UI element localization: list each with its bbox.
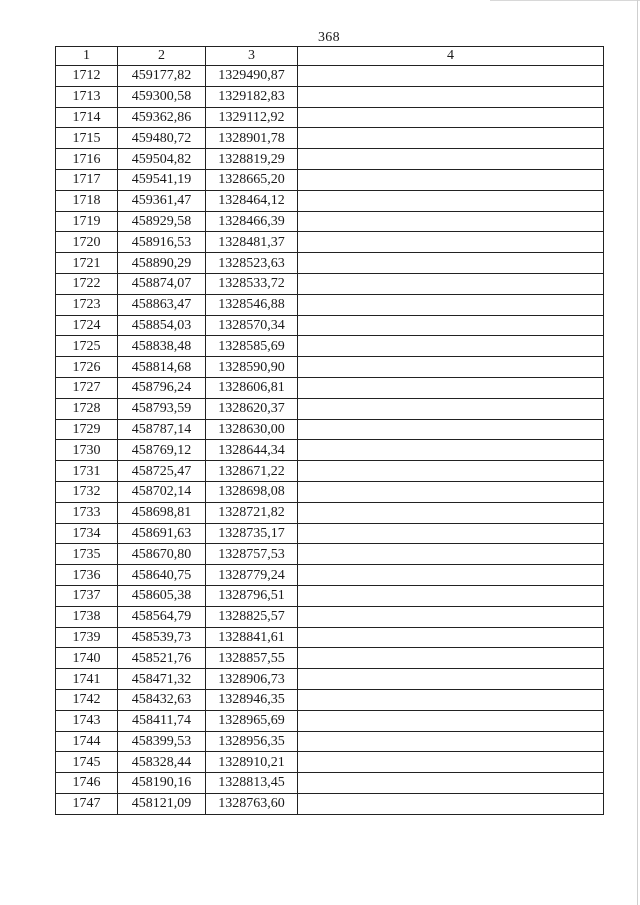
note-cell [298, 648, 604, 669]
x-coordinate-cell: 458702,14 [118, 481, 206, 502]
note-cell [298, 377, 604, 398]
note-cell [298, 585, 604, 606]
table-row [56, 440, 604, 461]
note-cell [298, 565, 604, 586]
y-coordinate-cell: 1328910,21 [206, 752, 298, 773]
note-cell [298, 273, 604, 294]
table-row [56, 190, 604, 211]
note-cell [298, 481, 604, 502]
y-coordinate-cell: 1328757,53 [206, 544, 298, 565]
note-cell [298, 752, 604, 773]
note-cell [298, 107, 604, 128]
point-number-cell: 1745 [56, 752, 118, 773]
note-cell [298, 86, 604, 107]
y-coordinate-cell: 1328819,29 [206, 149, 298, 170]
x-coordinate-cell: 458432,63 [118, 689, 206, 710]
page-number: 368 [318, 30, 340, 45]
table-row [56, 253, 604, 274]
table-row [56, 523, 604, 544]
y-coordinate-cell: 1328590,90 [206, 357, 298, 378]
table-row [56, 793, 604, 814]
note-cell [298, 169, 604, 190]
point-number-cell: 1742 [56, 689, 118, 710]
x-coordinate-cell: 458399,53 [118, 731, 206, 752]
column-header-3: 3 [206, 47, 298, 66]
y-coordinate-cell: 1328813,45 [206, 773, 298, 794]
point-number-cell: 1729 [56, 419, 118, 440]
y-coordinate-cell: 1328585,69 [206, 336, 298, 357]
point-number-cell: 1746 [56, 773, 118, 794]
table-row [56, 294, 604, 315]
x-coordinate-cell: 458854,03 [118, 315, 206, 336]
x-coordinate-cell: 458863,47 [118, 294, 206, 315]
point-number-cell: 1737 [56, 585, 118, 606]
page-edge-top [490, 0, 640, 1]
table-row [56, 107, 604, 128]
note-cell [298, 502, 604, 523]
note-cell [298, 315, 604, 336]
table-row [56, 565, 604, 586]
x-coordinate-cell: 458190,16 [118, 773, 206, 794]
table-row [56, 502, 604, 523]
point-number-cell: 1740 [56, 648, 118, 669]
point-number-cell: 1747 [56, 793, 118, 814]
point-number-cell: 1724 [56, 315, 118, 336]
table-row [56, 86, 604, 107]
note-cell [298, 793, 604, 814]
y-coordinate-cell: 1328481,37 [206, 232, 298, 253]
table-row [56, 211, 604, 232]
y-coordinate-cell: 1328779,24 [206, 565, 298, 586]
note-cell [298, 294, 604, 315]
point-number-cell: 1738 [56, 606, 118, 627]
note-cell [298, 627, 604, 648]
x-coordinate-cell: 458521,76 [118, 648, 206, 669]
x-coordinate-cell: 458539,73 [118, 627, 206, 648]
table-row [56, 627, 604, 648]
note-cell [298, 398, 604, 419]
y-coordinate-cell: 1328644,34 [206, 440, 298, 461]
column-header-1: 1 [56, 47, 118, 66]
table-row [56, 606, 604, 627]
column-header-4: 4 [298, 47, 604, 66]
note-cell [298, 773, 604, 794]
table-row [56, 689, 604, 710]
point-number-cell: 1728 [56, 398, 118, 419]
note-cell [298, 440, 604, 461]
y-coordinate-cell: 1328857,55 [206, 648, 298, 669]
table-row [56, 752, 604, 773]
x-coordinate-cell: 458698,81 [118, 502, 206, 523]
point-number-cell: 1741 [56, 669, 118, 690]
table-row [56, 585, 604, 606]
y-coordinate-cell: 1328570,34 [206, 315, 298, 336]
point-number-cell: 1714 [56, 107, 118, 128]
y-coordinate-cell: 1328665,20 [206, 169, 298, 190]
note-cell [298, 419, 604, 440]
y-coordinate-cell: 1328965,69 [206, 710, 298, 731]
point-number-cell: 1716 [56, 149, 118, 170]
coordinates-table [55, 46, 604, 815]
point-number-cell: 1744 [56, 731, 118, 752]
y-coordinate-cell: 1329490,87 [206, 66, 298, 87]
y-coordinate-cell: 1328523,63 [206, 253, 298, 274]
x-coordinate-cell: 458874,07 [118, 273, 206, 294]
table-row [56, 481, 604, 502]
table-row [56, 377, 604, 398]
x-coordinate-cell: 458793,59 [118, 398, 206, 419]
table-row [56, 232, 604, 253]
note-cell [298, 606, 604, 627]
x-coordinate-cell: 459300,58 [118, 86, 206, 107]
x-coordinate-cell: 458471,32 [118, 669, 206, 690]
y-coordinate-cell: 1328906,73 [206, 669, 298, 690]
point-number-cell: 1722 [56, 273, 118, 294]
page-edge-right [637, 0, 638, 905]
x-coordinate-cell: 458670,80 [118, 544, 206, 565]
point-number-cell: 1736 [56, 565, 118, 586]
y-coordinate-cell: 1328956,35 [206, 731, 298, 752]
y-coordinate-cell: 1328671,22 [206, 461, 298, 482]
point-number-cell: 1735 [56, 544, 118, 565]
y-coordinate-cell: 1328946,35 [206, 689, 298, 710]
note-cell [298, 461, 604, 482]
note-cell [298, 523, 604, 544]
point-number-cell: 1725 [56, 336, 118, 357]
point-number-cell: 1732 [56, 481, 118, 502]
point-number-cell: 1739 [56, 627, 118, 648]
note-cell [298, 66, 604, 87]
note-cell [298, 211, 604, 232]
y-coordinate-cell: 1328630,00 [206, 419, 298, 440]
table-row [56, 357, 604, 378]
table-row [56, 128, 604, 149]
x-coordinate-cell: 459504,82 [118, 149, 206, 170]
x-coordinate-cell: 458328,44 [118, 752, 206, 773]
y-coordinate-cell: 1328901,78 [206, 128, 298, 149]
point-number-cell: 1723 [56, 294, 118, 315]
y-coordinate-cell: 1329112,92 [206, 107, 298, 128]
note-cell [298, 689, 604, 710]
point-number-cell: 1712 [56, 66, 118, 87]
y-coordinate-cell: 1328735,17 [206, 523, 298, 544]
table-row [56, 419, 604, 440]
table-row [56, 773, 604, 794]
y-coordinate-cell: 1328721,82 [206, 502, 298, 523]
note-cell [298, 232, 604, 253]
note-cell [298, 669, 604, 690]
table-body [56, 66, 604, 815]
x-coordinate-cell: 458814,68 [118, 357, 206, 378]
point-number-cell: 1713 [56, 86, 118, 107]
point-number-cell: 1719 [56, 211, 118, 232]
y-coordinate-cell: 1328546,88 [206, 294, 298, 315]
x-coordinate-cell: 458605,38 [118, 585, 206, 606]
x-coordinate-cell: 458769,12 [118, 440, 206, 461]
note-cell [298, 710, 604, 731]
table-row [56, 315, 604, 336]
x-coordinate-cell: 459362,86 [118, 107, 206, 128]
point-number-cell: 1743 [56, 710, 118, 731]
note-cell [298, 149, 604, 170]
note-cell [298, 731, 604, 752]
y-coordinate-cell: 1328841,61 [206, 627, 298, 648]
x-coordinate-cell: 459177,82 [118, 66, 206, 87]
note-cell [298, 336, 604, 357]
y-coordinate-cell: 1328533,72 [206, 273, 298, 294]
point-number-cell: 1715 [56, 128, 118, 149]
x-coordinate-cell: 458787,14 [118, 419, 206, 440]
x-coordinate-cell: 458640,75 [118, 565, 206, 586]
x-coordinate-cell: 458121,09 [118, 793, 206, 814]
y-coordinate-cell: 1328466,39 [206, 211, 298, 232]
y-coordinate-cell: 1328763,60 [206, 793, 298, 814]
point-number-cell: 1720 [56, 232, 118, 253]
point-number-cell: 1730 [56, 440, 118, 461]
x-coordinate-cell: 458411,74 [118, 710, 206, 731]
table-row [56, 273, 604, 294]
point-number-cell: 1717 [56, 169, 118, 190]
x-coordinate-cell: 458838,48 [118, 336, 206, 357]
y-coordinate-cell: 1328620,37 [206, 398, 298, 419]
table-row [56, 544, 604, 565]
point-number-cell: 1731 [56, 461, 118, 482]
table-row [56, 648, 604, 669]
table-row [56, 731, 604, 752]
note-cell [298, 253, 604, 274]
y-coordinate-cell: 1328825,57 [206, 606, 298, 627]
point-number-cell: 1721 [56, 253, 118, 274]
x-coordinate-cell: 459480,72 [118, 128, 206, 149]
x-coordinate-cell: 458725,47 [118, 461, 206, 482]
y-coordinate-cell: 1328464,12 [206, 190, 298, 211]
x-coordinate-cell: 459361,47 [118, 190, 206, 211]
table-row [56, 336, 604, 357]
x-coordinate-cell: 458691,63 [118, 523, 206, 544]
point-number-cell: 1733 [56, 502, 118, 523]
x-coordinate-cell: 458564,79 [118, 606, 206, 627]
point-number-cell: 1726 [56, 357, 118, 378]
note-cell [298, 357, 604, 378]
point-number-cell: 1727 [56, 377, 118, 398]
table-row [56, 710, 604, 731]
table-row [56, 66, 604, 87]
x-coordinate-cell: 458796,24 [118, 377, 206, 398]
x-coordinate-cell: 458890,29 [118, 253, 206, 274]
y-coordinate-cell: 1328606,81 [206, 377, 298, 398]
x-coordinate-cell: 458929,58 [118, 211, 206, 232]
y-coordinate-cell: 1328698,08 [206, 481, 298, 502]
table-row [56, 398, 604, 419]
x-coordinate-cell: 459541,19 [118, 169, 206, 190]
x-coordinate-cell: 458916,53 [118, 232, 206, 253]
table-row [56, 669, 604, 690]
column-header-2: 2 [118, 47, 206, 66]
table-header [56, 47, 604, 66]
point-number-cell: 1718 [56, 190, 118, 211]
table-row [56, 461, 604, 482]
header-row [56, 47, 604, 66]
y-coordinate-cell: 1329182,83 [206, 86, 298, 107]
note-cell [298, 544, 604, 565]
point-number-cell: 1734 [56, 523, 118, 544]
table-row [56, 149, 604, 170]
note-cell [298, 190, 604, 211]
note-cell [298, 128, 604, 149]
y-coordinate-cell: 1328796,51 [206, 585, 298, 606]
table-row [56, 169, 604, 190]
